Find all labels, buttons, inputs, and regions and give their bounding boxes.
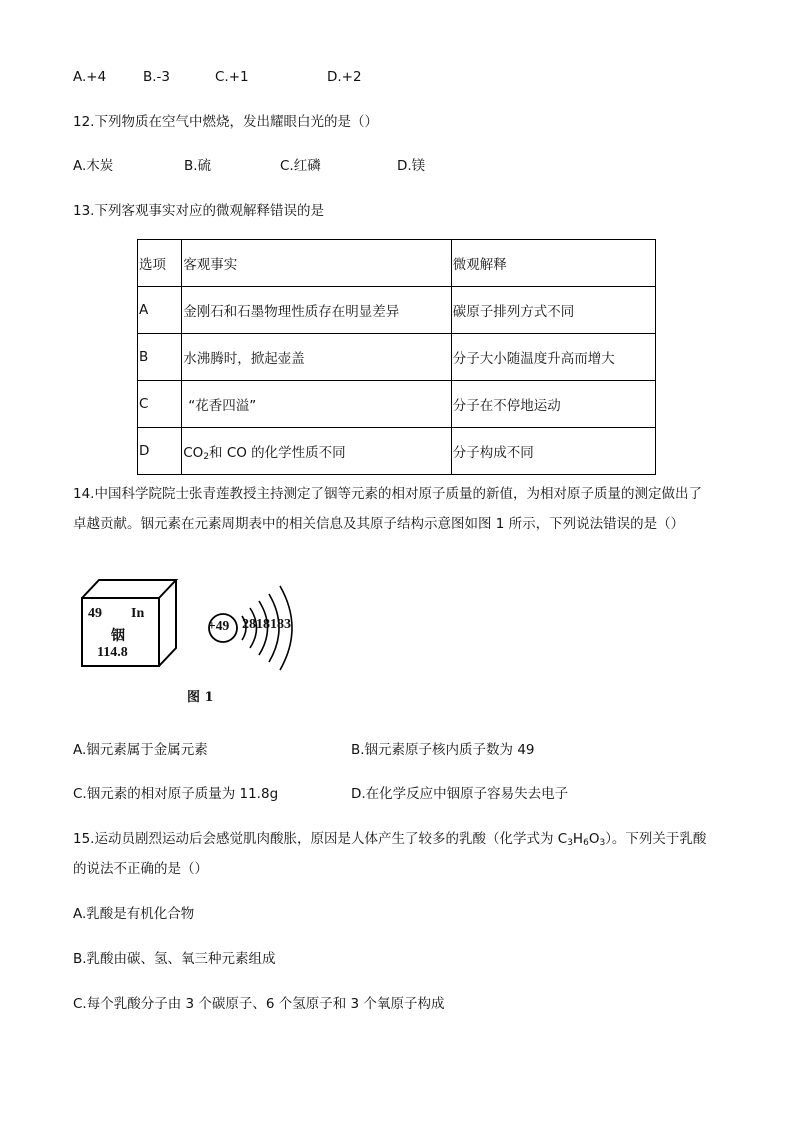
q15-stem-line1 — [73, 829, 706, 853]
q14-option-a: A.铟元素属于金属元素 — [73, 742, 208, 758]
shell-5: 3 — [284, 617, 291, 632]
fact-post-text: 和 CO 的化学性质不同 — [209, 444, 346, 461]
q11-option-a: A.+4 — [73, 69, 107, 85]
table-row — [138, 381, 656, 428]
nucleus-charge: +49 — [208, 618, 230, 633]
row-explain: 分子在不停地运动 — [451, 381, 655, 428]
shell-3: 18 — [256, 617, 270, 632]
row-fact — [182, 428, 452, 475]
figure-caption: 图 1 — [187, 690, 214, 705]
q11-option-d: D.+2 — [327, 69, 362, 85]
header-explain: 微观解释 — [451, 240, 655, 287]
q14-stem-line2: 卓越贡献。铟元素在元素周期表中的相关信息及其原子结构示意图如图 1 所示，下列说法错误的是（） — [73, 516, 685, 532]
q12-option-b: B.硫 — [184, 158, 212, 174]
row-explain: 分子构成不同 — [451, 428, 655, 475]
row-explain: 碳原子排列方式不同 — [451, 287, 655, 334]
header-fact: 客观事实 — [182, 240, 452, 287]
table-row — [138, 334, 656, 381]
fact-subscript: 2 — [203, 451, 210, 462]
row-option: A — [138, 287, 182, 334]
q15-stem-pre: 15.运动员剧烈运动后会感觉肌肉酸胀，原因是人体产生了较多的乳酸（化学式为 C — [73, 831, 568, 847]
q14-option-c: C.铟元素的相对原子质量为 11.8g — [73, 786, 279, 802]
q14-stem-line1: 14.中国科学院院士张青莲教授主持测定了铟等元素的相对原子质量的新值，为相对原子质量的测定做出了 — [73, 486, 702, 502]
formula-sub-h: 6 — [583, 838, 589, 848]
q13-table — [137, 239, 656, 475]
row-fact: “花香四溢” — [182, 381, 452, 428]
shell-4: 18 — [270, 617, 284, 632]
fact-co-text: CO — [183, 444, 204, 461]
q14-option-d: D.在化学反应中铟原子容易失去电子 — [351, 786, 569, 802]
row-fact: 水沸腾时，掀起壶盖 — [182, 334, 452, 381]
shell-electrons — [242, 617, 291, 633]
table-row — [138, 428, 656, 475]
row-explain: 分子大小随温度升高而增大 — [451, 334, 655, 381]
q11-option-c: C.+1 — [215, 69, 249, 85]
row-option: B — [138, 334, 182, 381]
formula-sub-c: 3 — [567, 838, 573, 848]
q14-option-b: B.铟元素原子核内质子数为 49 — [351, 742, 535, 758]
atomic-number: 49 — [88, 606, 102, 621]
q13-stem: 13.下列客观事实对应的微观解释错误的是 — [73, 203, 324, 219]
q15-option-b: B.乳酸由碳、氢、氧三种元素组成 — [73, 951, 276, 967]
atomic-mass: 114.8 — [97, 645, 128, 660]
q12-option-d: D.镁 — [397, 158, 426, 174]
row-option: C — [138, 381, 182, 428]
q15-stem-line2: 的说法不正确的是（） — [73, 861, 208, 877]
row-fact: 金刚石和石墨物理性质存在明显差异 — [182, 287, 452, 334]
q15-stem-post: ）。下列关于乳酸 — [605, 831, 707, 847]
formula-sub-o: 3 — [599, 838, 606, 848]
formula-o: O — [588, 831, 600, 847]
element-name: 铟 — [111, 628, 125, 644]
q12-option-a: A.木炭 — [73, 158, 114, 174]
element-symbol: In — [131, 606, 145, 621]
q12-option-c: C.红磷 — [280, 158, 321, 174]
q15-option-a: A.乳酸是有机化合物 — [73, 906, 195, 922]
table-header-row — [138, 240, 656, 287]
table-row — [138, 287, 656, 334]
q11-option-b: B.-3 — [143, 69, 171, 85]
q12-stem: 12.下列物质在空气中燃烧，发出耀眼白光的是（） — [73, 114, 378, 130]
q15-option-c: C.每个乳酸分子由 3 个碳原子、6 个氢原子和 3 个氧原子构成 — [73, 996, 445, 1012]
formula-h: H — [572, 831, 584, 847]
shell-2: 8 — [249, 617, 256, 632]
shell-1: 2 — [242, 617, 249, 632]
header-option: 选项 — [138, 240, 182, 287]
row-option: D — [138, 428, 182, 475]
